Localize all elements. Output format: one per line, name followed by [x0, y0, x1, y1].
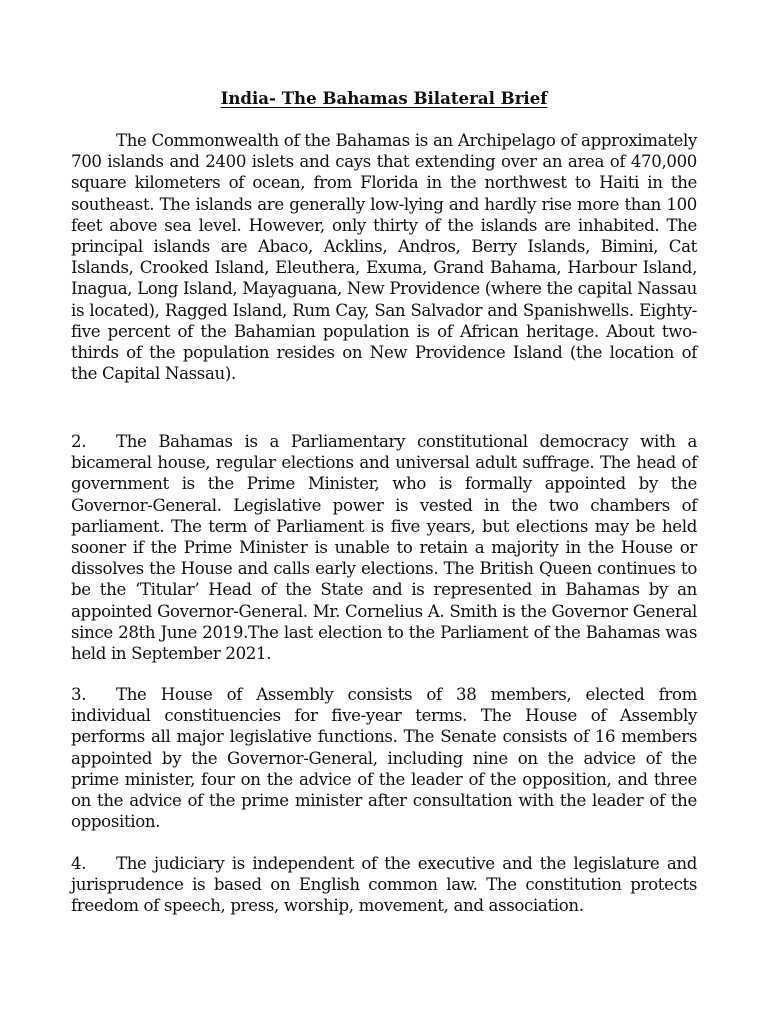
paragraph-4	[71, 853, 697, 917]
paragraph-1-text: The Commonwealth of the Bahamas is an Archipelago of approximately 700 islands and 2400 islets and cays that extending over an area of 470,000 square kilometers of ocean, from Florida in the northwest to Haiti in the southeast. The islands are generally low-lying and hardly rise more than 100 feet above sea level. However, only thirty of the islands are inhabited. The principal islands are Abaco, Acklins, Andros, Berry Islands, Bimini, Cat Islands, Crooked Island, Eleuthera, Exuma, Grand Bahama, Harbour Island, Inagua, Long Island, Mayaguana, New Providence (where the capital Nassau is located), Ragged Island, Rum Cay, San Salvador and Spanishwells. Eighty-five percent of the Bahamian population is of African heritage. About two-thirds of the population resides on New Providence Island (the location of the Capital Nassau).	[71, 131, 697, 384]
paragraph-1	[71, 130, 697, 384]
paragraph-3	[71, 684, 697, 832]
paragraph-3-number: 3.	[71, 685, 87, 704]
paragraph-2	[71, 431, 697, 664]
paragraph-4-text: The judiciary is independent of the executive and the legislature and jurisprudence is based on English common law. The constitution protects freedom of speech, press, worship, movement, and association.	[71, 854, 697, 916]
paragraph-3-text: The House of Assembly consists of 38 members, elected from individual constituencies for five-year terms. The House of Assembly performs all major legislative functions. The Senate consists of 16 members appointed by the Governor-General, including nine on the advice of the prime minister, four on the advice of the leader of the opposition, and three on the advice of the prime minister after consultation with the leader of the opposition.	[71, 685, 697, 832]
paragraph-2-text: The Bahamas is a Parliamentary constitutional democracy with a bicameral house, regular elections and universal adult suffrage. The head of government is the Prime Minister, who is formally appointed by the Governor-General. Legislative power is vested in the two chambers of parliament. The term of Parliament is five years, but elections may be held sooner if the Prime Minister is unable to retain a majority in the House or dissolves the House and calls early elections. The British Queen continues to be the ‘Titular’ Head of the State and is represented in Bahamas by an appointed Governor-General. Mr. Cornelius A. Smith is the Governor General since 28th June 2019.The last election to the Parliament of the Bahamas was held in September 2021.	[71, 432, 697, 664]
paragraph-2-number: 2.	[71, 432, 87, 451]
document-title: India- The Bahamas Bilateral Brief	[220, 88, 548, 108]
paragraph-4-number: 4.	[71, 854, 87, 873]
